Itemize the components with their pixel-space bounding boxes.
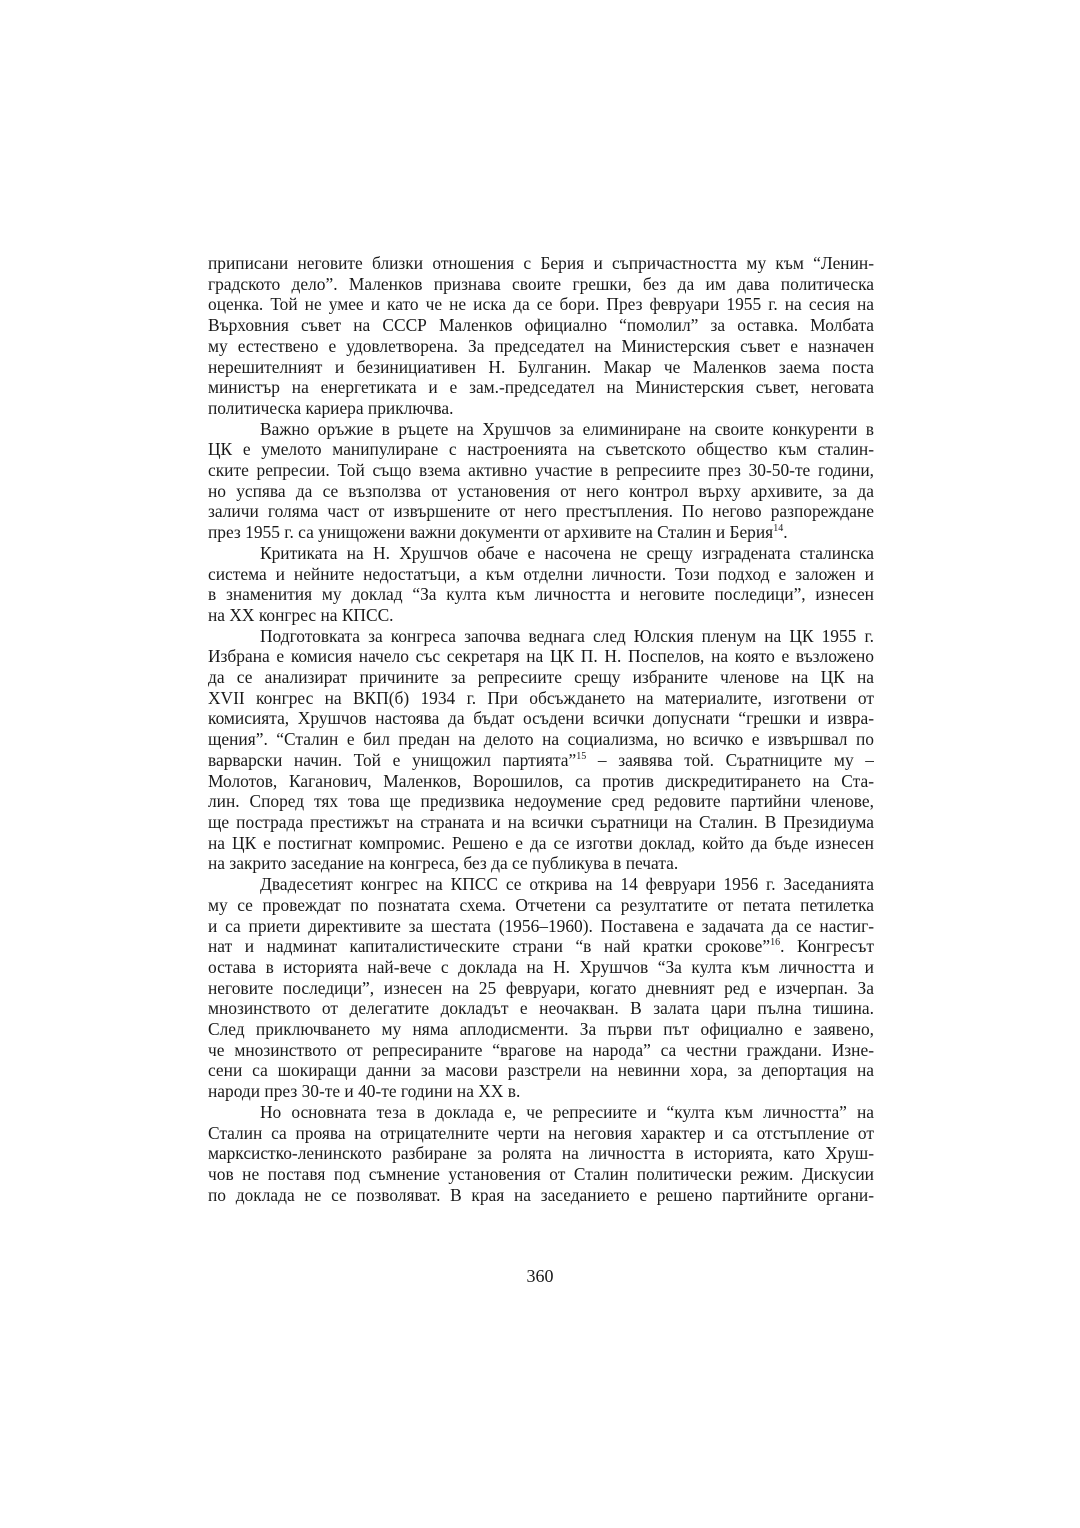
text-line-content: чов не поставя под съмнение установения от Сталин политически режим. Дискусии xyxy=(208,1163,874,1184)
text-line xyxy=(208,398,874,419)
text-line-content: комисията, Хрушчов настоява да бъдат осъдени всички допуснати “грешки и извра- xyxy=(208,708,874,729)
body-text xyxy=(208,253,874,1205)
text-line-content: лин. Според тях това ще предизвика недоумение сред редовите партийни членове, xyxy=(208,791,874,812)
text-line xyxy=(208,1143,874,1164)
text-line-content: ските репресии. Той също взема активно участие в репресиите през 30-50-те години, xyxy=(208,460,874,481)
text-line-content: че мнозинството от репресираните “врагове на народа” са честни граждани. Изне- xyxy=(208,1039,874,1060)
text-line-content: XVII конгрес на ВКП(б) 1934 г. При обсъждането на материалите, изготвени от xyxy=(208,687,874,708)
text-line xyxy=(208,253,874,274)
text-line-content: оценка. Той не умее и като че не иска да се бори. През февруари 1955 г. на сесия на xyxy=(208,294,874,315)
text-line-content: ще пострада престижът на страната и на всички съратници на Сталин. В Президиума xyxy=(208,811,874,832)
text-line xyxy=(208,916,874,937)
text-line xyxy=(208,377,874,398)
text-line-content: на XX конгрес на КПСС. xyxy=(208,604,394,625)
text-line xyxy=(208,1081,874,1102)
text-line-content: му се провеждат по познатата схема. Отчетени са резултатите от петата петилетка xyxy=(208,894,874,915)
text-line xyxy=(208,1019,874,1040)
text-line-content: в знаменития му доклад “За култа към личността и неговите последици”, изнесен xyxy=(208,584,874,605)
text-line xyxy=(208,605,874,626)
text-line-content: марксистко-ленинското разбиране за ролята на личността в историята, като Хруш- xyxy=(208,1143,874,1164)
text-line-content: След приключването му няма аплодисменти. За първи път официално е заявено, xyxy=(208,1019,874,1040)
text-line xyxy=(208,315,874,336)
text-line-content: и са приети директивите за шестата (1956–1960). Поставена е задачата да се настиг- xyxy=(208,915,874,936)
text-line xyxy=(208,419,874,440)
text-line-content: Критиката на Н. Хрушчов обаче е насочена не срещу изградената сталинска xyxy=(260,542,874,563)
footnote-marker: 14 xyxy=(773,523,784,535)
text-line xyxy=(208,584,874,605)
text-line-tail: . Конгресът xyxy=(780,936,874,957)
text-line xyxy=(208,274,874,295)
text-line-content: нат и надминат капиталистическите страни “в най кратки срокове” xyxy=(208,936,771,957)
text-line xyxy=(208,357,874,378)
text-line xyxy=(208,460,874,481)
text-line-content: нерешителният и безинициативен Н. Булганин. Макар че Маленков заема поста xyxy=(208,356,874,377)
page-number: 360 xyxy=(526,1266,554,1286)
text-line xyxy=(208,626,874,647)
text-line-content: по доклада не се позволяват. В края на заседанието е решено партийните органи- xyxy=(208,1184,874,1205)
text-line-content: остава в историята най-вече с доклада на Н. Хрушчов “За култа към личността и xyxy=(208,956,874,977)
text-line-content: министър на енергетиката и е зам.-председател на Министерския съвет, неговата xyxy=(208,377,874,398)
text-line xyxy=(208,771,874,792)
text-line-content: Важно оръжие в ръцете на Хрушчов за елиминиране на своите конкуренти в xyxy=(260,418,874,439)
text-line xyxy=(208,791,874,812)
text-line-content: мнозинството от делегатите докладът е неочакван. В залата цари пълна тишина. xyxy=(208,998,874,1019)
text-line xyxy=(208,481,874,502)
text-line xyxy=(208,688,874,709)
text-line-content: Двадесетият конгрес на КПСС се открива на 14 февруари 1956 г. Заседанията xyxy=(260,874,874,895)
text-line-content: приписани неговите близки отношения с Берия и съпричастността му към “Ленин- xyxy=(208,253,874,273)
text-line-content: ЦК е умелото манипулиране с настроенията на съветското общество към сталин- xyxy=(208,439,874,460)
text-line xyxy=(208,1185,874,1206)
text-line-content: градското дело”. Маленков признава своите грешки, без да им дава политическа xyxy=(208,273,874,294)
text-line xyxy=(208,833,874,854)
text-line-content: но успява да се възползва от установения от него контрол върху архивите, за да xyxy=(208,480,874,501)
text-line xyxy=(208,750,874,771)
text-line xyxy=(208,957,874,978)
text-line-content: неговите последици”, изнесен на 25 февруари, когато дневният ред е изчерпан. За xyxy=(208,977,874,998)
text-line-content: сени са шокиращи данни за масови разстрели на невинни хора, за депортация на xyxy=(208,1060,874,1081)
text-line xyxy=(208,729,874,750)
text-line xyxy=(208,978,874,999)
text-line-content: Върховния съвет на СССР Маленков официално “помолил” за оставка. Молбата xyxy=(208,315,874,336)
text-line-content: варварски начин. Той е унищожил партията” xyxy=(208,749,577,770)
text-line-content: Избрана е комисия начело със секретаря на ЦК П. Н. Поспелов, на която е възложено xyxy=(208,646,874,667)
text-line-content: му естествено е удовлетворена. За председател на Министерския съвет е назначен xyxy=(208,335,874,356)
text-line xyxy=(208,936,874,957)
text-line xyxy=(208,1040,874,1061)
text-line-content: народи през 30-те и 40-те години на XX в. xyxy=(208,1081,521,1102)
text-line xyxy=(208,874,874,895)
text-line-content: на закрито заседание на конгреса, без да се публикува в печата. xyxy=(208,853,679,874)
text-line xyxy=(208,853,874,874)
text-line xyxy=(208,294,874,315)
text-line-tail: . xyxy=(783,522,788,543)
footnote-marker: 16 xyxy=(770,937,781,949)
footnote-marker: 15 xyxy=(576,750,587,762)
text-line-content: щения”. “Сталин е бил предан на делото на социализма, но всичко е извършвал по xyxy=(208,729,874,750)
text-line xyxy=(208,336,874,357)
text-line-content: заличи голяма част от извършените от него престъпления. По негово разпореждане xyxy=(208,501,874,522)
text-line-content: на ЦК е постигнат компромис. Решено е да се изготви доклад, който да бъде изнесен xyxy=(208,832,874,853)
text-line-content: през 1955 г. са унищожени важни документи от архивите на Сталин и Берия xyxy=(208,522,774,543)
text-line xyxy=(208,439,874,460)
text-line xyxy=(208,522,874,543)
text-line xyxy=(208,998,874,1019)
text-line xyxy=(208,667,874,688)
text-line xyxy=(208,1164,874,1185)
text-line xyxy=(208,1123,874,1144)
text-line xyxy=(208,708,874,729)
text-line-content: Молотов, Каганович, Маленков, Ворошилов, са против дискредитирането на Ста- xyxy=(208,770,874,791)
text-line xyxy=(208,1060,874,1081)
text-line xyxy=(208,543,874,564)
text-line xyxy=(208,895,874,916)
text-line-tail: – заявява той. Съратниците му – xyxy=(586,749,874,770)
text-line-content: да се анализират причините за репресиите срещу избраните членове на ЦК на xyxy=(208,667,874,688)
text-line xyxy=(208,812,874,833)
text-line-content: Подготовката за конгреса започва веднага след Юлския пленум на ЦК 1955 г. xyxy=(260,625,874,646)
text-line xyxy=(208,1102,874,1123)
text-line-content: система и нейните недостатъци, а към отделни личности. Този подход е заложен и xyxy=(208,563,874,584)
text-line-content: политическа кариера приключва. xyxy=(208,397,454,418)
text-line-content: Но основната теза в доклада е, че репресиите и “култа към личността” на xyxy=(260,1101,874,1122)
text-line xyxy=(208,564,874,585)
text-line xyxy=(208,646,874,667)
text-line xyxy=(208,501,874,522)
text-line-content: Сталин са проява на отрицателните черти на неговия характер и са отстъпление от xyxy=(208,1122,874,1143)
